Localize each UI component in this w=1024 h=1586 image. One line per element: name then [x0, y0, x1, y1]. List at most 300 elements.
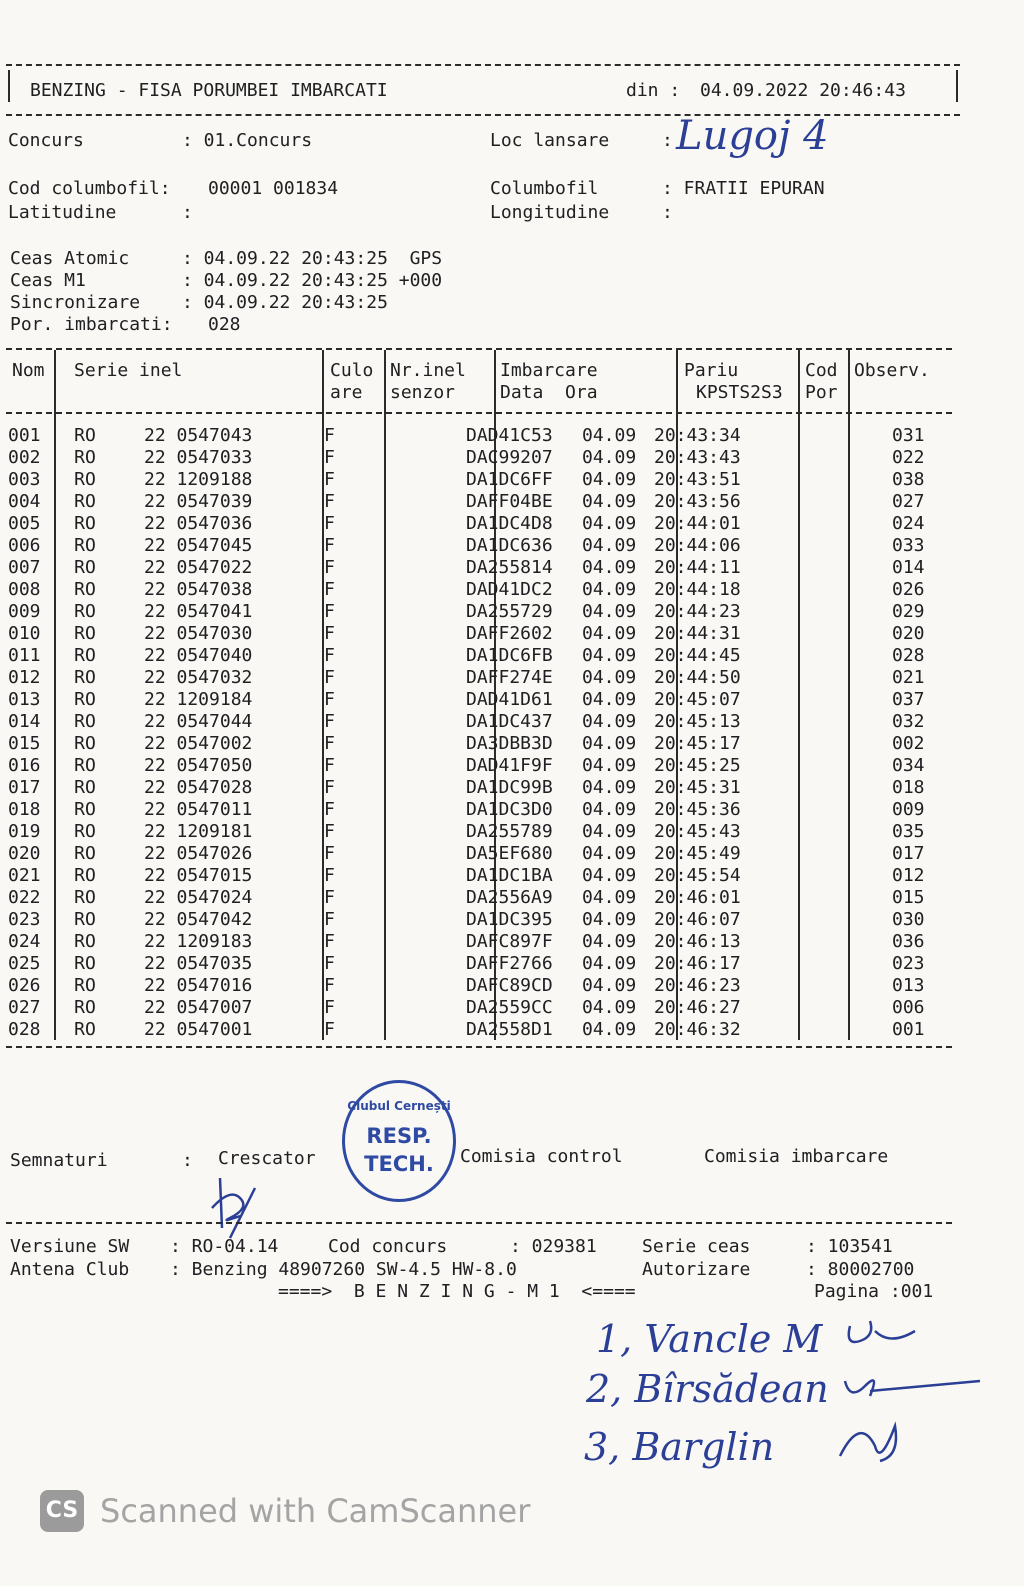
cell-country: RO: [74, 579, 96, 600]
antena-value: : Benzing 48907260 SW-4.5 HW-8.0: [170, 1259, 517, 1280]
cell-sensor: DA255789: [466, 821, 553, 842]
cell-nom: 011: [8, 645, 41, 666]
cell-date: 04.09: [582, 975, 637, 996]
cell-time: 20:44:18: [654, 579, 741, 600]
club-stamp: [342, 1080, 456, 1202]
cell-observ: [942, 645, 1024, 667]
cell-time: 20:43:56: [654, 491, 741, 512]
cell-nom: 008: [8, 579, 41, 600]
cell-ring: 22 0547042: [144, 909, 253, 930]
table-row: [8, 425, 1024, 447]
date-label: din :: [626, 80, 681, 101]
cell-sensor: DAFF2766: [466, 953, 553, 974]
cell-sensor: DA2559CC: [466, 997, 553, 1018]
cell-culoare: [398, 469, 460, 491]
cell-ring: 22 0547040: [144, 645, 253, 666]
table-row: [8, 975, 1024, 997]
cell-sex: F: [324, 865, 335, 886]
cell-sensor: DAD41D61: [466, 689, 553, 710]
cell-time: 20:46:01: [654, 887, 741, 908]
cell-country: RO: [74, 821, 96, 842]
cell-culoare: [398, 843, 460, 865]
cell-sex: F: [324, 689, 335, 710]
cell-cod-por: 002: [892, 733, 925, 754]
cell-cod-por: 034: [892, 755, 925, 776]
table-row: [8, 909, 1024, 931]
loc-lansare-label: Loc lansare: [490, 130, 610, 151]
cell-nom: 024: [8, 931, 41, 952]
table-row: [8, 733, 1024, 755]
ceas-atomic-value: : 04.09.22 20:43:25 GPS: [182, 248, 443, 269]
ceas-atomic-label: Ceas Atomic: [10, 248, 130, 269]
cell-pariu: [764, 711, 886, 733]
handwritten-entry-1: 1, Vancle M: [596, 1317, 823, 1361]
cell-sex: F: [324, 623, 335, 644]
semnaturi-label: Semnaturi: [10, 1150, 108, 1171]
cell-observ: [942, 557, 1024, 579]
autorizare-label: Autorizare: [642, 1259, 751, 1280]
cell-sensor: DAFC897F: [466, 931, 553, 952]
latitudine-label: Latitudine: [8, 202, 117, 223]
date-value: 04.09.2022 20:46:43: [700, 80, 906, 101]
cell-sex: F: [324, 491, 335, 512]
cell-pariu: [764, 887, 886, 909]
cell-culoare: [398, 821, 460, 843]
cell-date: 04.09: [582, 777, 637, 798]
cell-date: 04.09: [582, 689, 637, 710]
cell-observ: [942, 491, 1024, 513]
cell-sensor: DA5EF680: [466, 843, 553, 864]
table-bottom-divider: [6, 1046, 952, 1048]
stamp-line-1: RESP.: [366, 1124, 432, 1148]
cell-nom: 016: [8, 755, 41, 776]
cell-nom: 007: [8, 557, 41, 578]
cell-sex: F: [324, 425, 335, 446]
cell-cod-por: 017: [892, 843, 925, 864]
footer-divider: [6, 1222, 952, 1224]
cell-sensor: DA255729: [466, 601, 553, 622]
cell-pariu: [764, 513, 886, 535]
cell-pariu: [764, 975, 886, 997]
cell-nom: 002: [8, 447, 41, 468]
cell-date: 04.09: [582, 953, 637, 974]
cell-time: 20:46:27: [654, 997, 741, 1018]
comisia-control-label: Comisia control: [460, 1146, 623, 1167]
cell-nom: 017: [8, 777, 41, 798]
cell-ring: 22 0547033: [144, 447, 253, 468]
cell-time: 20:45:49: [654, 843, 741, 864]
cell-country: RO: [74, 513, 96, 534]
cell-ring: 22 0547002: [144, 733, 253, 754]
por-imbarcati-value: 028: [208, 314, 241, 335]
handwritten-entry-3: 3, Barglin: [584, 1425, 775, 1469]
cod-concurs-label: Cod concurs: [328, 1236, 448, 1257]
cell-ring: 22 0547050: [144, 755, 253, 776]
cell-sensor: DA3DBB3D: [466, 733, 553, 754]
table-row: [8, 579, 1024, 601]
col-header-pariu-1: Pariu: [684, 360, 739, 381]
table-row: [8, 931, 1024, 953]
cell-date: 04.09: [582, 843, 637, 864]
cell-sex: F: [324, 1019, 335, 1040]
cell-sex: F: [324, 535, 335, 556]
cell-date: 04.09: [582, 799, 637, 820]
cell-date: 04.09: [582, 997, 637, 1018]
cod-concurs-value: : 029381: [510, 1236, 597, 1257]
cell-cod-por: 031: [892, 425, 925, 446]
cell-ring: 22 0547007: [144, 997, 253, 1018]
loc-lansare-handwritten: Lugoj 4: [676, 113, 829, 159]
cell-date: 04.09: [582, 931, 637, 952]
cell-country: RO: [74, 909, 96, 930]
cell-sensor: DA1DC4D8: [466, 513, 553, 534]
camscanner-logo-icon: CS: [40, 1490, 84, 1532]
latitudine-value: :: [182, 202, 193, 223]
cell-cod-por: 036: [892, 931, 925, 952]
stamp-club-name: Clubul Cernești: [347, 1099, 451, 1113]
crescator-label: Crescator: [218, 1148, 316, 1169]
concurs-value: : 01.Concurs: [182, 130, 313, 151]
cell-sensor: DAFF274E: [466, 667, 553, 688]
ceas-m1-value: : 04.09.22 20:43:25 +000: [182, 270, 443, 291]
cell-time: 20:45:43: [654, 821, 741, 842]
cell-nom: 027: [8, 997, 41, 1018]
cell-cod-por: 013: [892, 975, 925, 996]
table-row: [8, 755, 1024, 777]
cell-observ: [942, 733, 1024, 755]
cell-cod-por: 015: [892, 887, 925, 908]
cell-sex: F: [324, 645, 335, 666]
comisia-imbarcare-label: Comisia imbarcare: [704, 1146, 889, 1167]
cell-sensor: DAC99207: [466, 447, 553, 468]
table-row: [8, 777, 1024, 799]
cell-observ: [942, 777, 1024, 799]
cell-sensor: DA1DC99B: [466, 777, 553, 798]
cell-observ: [942, 843, 1024, 865]
antena-label: Antena Club: [10, 1259, 130, 1280]
pigeon-table: [8, 425, 1024, 1041]
cell-culoare: [398, 645, 460, 667]
table-row: [8, 623, 1024, 645]
table-row: [8, 953, 1024, 975]
versiune-label: Versiune SW: [10, 1236, 130, 1257]
cell-nom: 018: [8, 799, 41, 820]
cod-columbofil-label: Cod columbofil:: [8, 178, 171, 199]
cell-nom: 021: [8, 865, 41, 886]
cell-cod-por: 014: [892, 557, 925, 578]
cell-sex: F: [324, 931, 335, 952]
cell-ring: 22 1209188: [144, 469, 253, 490]
cell-pariu: [764, 579, 886, 601]
cell-time: 20:45:36: [654, 799, 741, 820]
table-row: [8, 601, 1024, 623]
cell-country: RO: [74, 843, 96, 864]
cell-country: RO: [74, 535, 96, 556]
cell-time: 20:46:17: [654, 953, 741, 974]
cell-time: 20:44:06: [654, 535, 741, 556]
pagina: Pagina :001: [814, 1281, 934, 1302]
cell-time: 20:45:31: [654, 777, 741, 798]
cell-sex: F: [324, 557, 335, 578]
table-row: [8, 887, 1024, 909]
cell-ring: 22 0547036: [144, 513, 253, 534]
cell-pariu: [764, 777, 886, 799]
cell-culoare: [398, 799, 460, 821]
cell-cod-por: 033: [892, 535, 925, 556]
camscanner-watermark: Scanned with CamScanner: [100, 1492, 531, 1530]
cell-pariu: [764, 469, 886, 491]
longitudine-value: :: [662, 202, 673, 223]
cell-pariu: [764, 623, 886, 645]
columbofil-value: : FRATII EPURAN: [662, 178, 825, 199]
cell-ring: 22 0547044: [144, 711, 253, 732]
cell-ring: 22 0547035: [144, 953, 253, 974]
cell-culoare: [398, 1019, 460, 1041]
cell-observ: [942, 887, 1024, 909]
cell-country: RO: [74, 887, 96, 908]
cell-date: 04.09: [582, 623, 637, 644]
cell-observ: [942, 469, 1024, 491]
table-row: [8, 821, 1024, 843]
cell-sex: F: [324, 909, 335, 930]
cell-country: RO: [74, 601, 96, 622]
table-row: [8, 491, 1024, 513]
cell-country: RO: [74, 799, 96, 820]
cell-country: RO: [74, 777, 96, 798]
cell-culoare: [398, 689, 460, 711]
table-row: [8, 535, 1024, 557]
cell-pariu: [764, 645, 886, 667]
cell-observ: [942, 513, 1024, 535]
header-left-border: [8, 70, 10, 102]
cell-date: 04.09: [582, 1019, 637, 1040]
cell-cod-por: 024: [892, 513, 925, 534]
cell-date: 04.09: [582, 755, 637, 776]
cell-country: RO: [74, 931, 96, 952]
cell-pariu: [764, 491, 886, 513]
cell-date: 04.09: [582, 667, 637, 688]
cell-country: RO: [74, 491, 96, 512]
col-header-observ: Observ.: [854, 360, 930, 381]
cell-sex: F: [324, 755, 335, 776]
cell-sex: F: [324, 997, 335, 1018]
cell-ring: 22 0547038: [144, 579, 253, 600]
cell-nom: 015: [8, 733, 41, 754]
cell-ring: 22 0547015: [144, 865, 253, 886]
cell-time: 20:44:45: [654, 645, 741, 666]
cell-country: RO: [74, 557, 96, 578]
cell-sensor: DA1DC6FF: [466, 469, 553, 490]
cell-date: 04.09: [582, 821, 637, 842]
cell-nom: 005: [8, 513, 41, 534]
cell-sensor: DA2556A9: [466, 887, 553, 908]
cell-cod-por: 030: [892, 909, 925, 930]
cell-observ: [942, 821, 1024, 843]
cell-country: RO: [74, 667, 96, 688]
top-divider: [6, 64, 960, 66]
table-header-divider: [6, 412, 952, 414]
table-row: [8, 447, 1024, 469]
col-header-serie: Serie inel: [74, 360, 183, 381]
cell-culoare: [398, 711, 460, 733]
cell-sex: F: [324, 953, 335, 974]
cell-observ: [942, 425, 1024, 447]
cell-time: 20:44:11: [654, 557, 741, 578]
cell-observ: [942, 579, 1024, 601]
cell-cod-por: 032: [892, 711, 925, 732]
cell-cod-por: 028: [892, 645, 925, 666]
handwritten-signatures: [820, 1306, 990, 1476]
handwritten-entry-2: 2, Bîrsădean: [586, 1367, 829, 1411]
cell-time: 20:45:13: [654, 711, 741, 732]
cell-cod-por: 038: [892, 469, 925, 490]
cell-pariu: [764, 931, 886, 953]
cell-pariu: [764, 865, 886, 887]
cell-cod-por: 018: [892, 777, 925, 798]
cell-observ: [942, 931, 1024, 953]
col-header-culoare-2: are: [330, 382, 363, 403]
versiune-value: : RO-04.14: [170, 1236, 279, 1257]
cell-culoare: [398, 931, 460, 953]
cell-nom: 012: [8, 667, 41, 688]
cell-culoare: [398, 425, 460, 447]
cell-culoare: [398, 865, 460, 887]
cell-sensor: DAD41F9F: [466, 755, 553, 776]
cell-ring: 22 0547032: [144, 667, 253, 688]
document-title: BENZING - FISA PORUMBEI IMBARCATI: [30, 80, 388, 101]
cell-pariu: [764, 997, 886, 1019]
cell-sex: F: [324, 579, 335, 600]
cell-pariu: [764, 557, 886, 579]
cell-nom: 004: [8, 491, 41, 512]
cell-date: 04.09: [582, 579, 637, 600]
cell-sensor: DAD41C53: [466, 425, 553, 446]
cell-observ: [942, 667, 1024, 689]
cell-country: RO: [74, 1019, 96, 1040]
cell-nom: 010: [8, 623, 41, 644]
table-row: [8, 689, 1024, 711]
cell-sensor: DA2558D1: [466, 1019, 553, 1040]
cell-country: RO: [74, 865, 96, 886]
cell-country: RO: [74, 975, 96, 996]
cell-time: 20:44:23: [654, 601, 741, 622]
cell-time: 20:46:07: [654, 909, 741, 930]
cell-time: 20:45:54: [654, 865, 741, 886]
cell-sensor: DA1DC3D0: [466, 799, 553, 820]
cell-date: 04.09: [582, 469, 637, 490]
cell-culoare: [398, 953, 460, 975]
cell-observ: [942, 689, 1024, 711]
table-row: [8, 711, 1024, 733]
cell-observ: [942, 909, 1024, 931]
cell-country: RO: [74, 997, 96, 1018]
cell-sensor: DA255814: [466, 557, 553, 578]
table-row: [8, 667, 1024, 689]
table-row: [8, 1019, 1024, 1041]
cell-sensor: DA1DC6FB: [466, 645, 553, 666]
cell-observ: [942, 601, 1024, 623]
cell-sex: F: [324, 667, 335, 688]
cell-culoare: [398, 447, 460, 469]
cell-pariu: [764, 799, 886, 821]
cell-culoare: [398, 601, 460, 623]
cell-nom: 026: [8, 975, 41, 996]
cell-country: RO: [74, 623, 96, 644]
cell-time: 20:43:43: [654, 447, 741, 468]
cell-ring: 22 1209181: [144, 821, 253, 842]
cell-ring: 22 0547030: [144, 623, 253, 644]
cell-culoare: [398, 975, 460, 997]
cell-cod-por: 035: [892, 821, 925, 842]
cell-date: 04.09: [582, 557, 637, 578]
cell-observ: [942, 755, 1024, 777]
cell-culoare: [398, 777, 460, 799]
cell-sensor: DA1DC395: [466, 909, 553, 930]
cell-nom: 023: [8, 909, 41, 930]
col-header-nrinel-1: Nr.inel: [390, 360, 466, 381]
cell-country: RO: [74, 711, 96, 732]
cell-culoare: [398, 909, 460, 931]
cell-observ: [942, 799, 1024, 821]
cell-cod-por: 009: [892, 799, 925, 820]
cell-sex: F: [324, 843, 335, 864]
serie-ceas-label: Serie ceas: [642, 1236, 751, 1257]
loc-lansare-colon: :: [662, 130, 673, 151]
cell-nom: 025: [8, 953, 41, 974]
cell-culoare: [398, 513, 460, 535]
cell-time: 20:43:51: [654, 469, 741, 490]
cell-cod-por: 023: [892, 953, 925, 974]
cell-date: 04.09: [582, 491, 637, 512]
sincronizare-label: Sincronizare: [10, 292, 141, 313]
cell-sensor: DA1DC437: [466, 711, 553, 732]
col-header-nom: Nom: [12, 360, 45, 381]
cell-pariu: [764, 601, 886, 623]
cell-date: 04.09: [582, 865, 637, 886]
col-header-imbarcare-1: Imbarcare: [500, 360, 598, 381]
cell-time: 20:43:34: [654, 425, 741, 446]
table-row: [8, 645, 1024, 667]
table-row: [8, 469, 1024, 491]
cell-pariu: [764, 909, 886, 931]
cell-sensor: DAFF04BE: [466, 491, 553, 512]
cell-time: 20:44:50: [654, 667, 741, 688]
cell-nom: 028: [8, 1019, 41, 1040]
cell-cod-por: 021: [892, 667, 925, 688]
cell-cod-por: 027: [892, 491, 925, 512]
cell-pariu: [764, 689, 886, 711]
cell-country: RO: [74, 425, 96, 446]
cell-sensor: DA1DC636: [466, 535, 553, 556]
col-header-imbarcare-2: Data Ora: [500, 382, 598, 403]
cell-time: 20:46:32: [654, 1019, 741, 1040]
cell-time: 20:45:17: [654, 733, 741, 754]
cell-pariu: [764, 821, 886, 843]
cell-sex: F: [324, 733, 335, 754]
cell-date: 04.09: [582, 645, 637, 666]
cell-sex: F: [324, 777, 335, 798]
cell-culoare: [398, 535, 460, 557]
cell-pariu: [764, 843, 886, 865]
cell-cod-por: 037: [892, 689, 925, 710]
header-right-border: [956, 70, 958, 102]
cell-observ: [942, 711, 1024, 733]
cell-observ: [942, 447, 1024, 469]
cell-observ: [942, 1019, 1024, 1041]
cell-pariu: [764, 733, 886, 755]
cell-cod-por: 006: [892, 997, 925, 1018]
cell-nom: 006: [8, 535, 41, 556]
